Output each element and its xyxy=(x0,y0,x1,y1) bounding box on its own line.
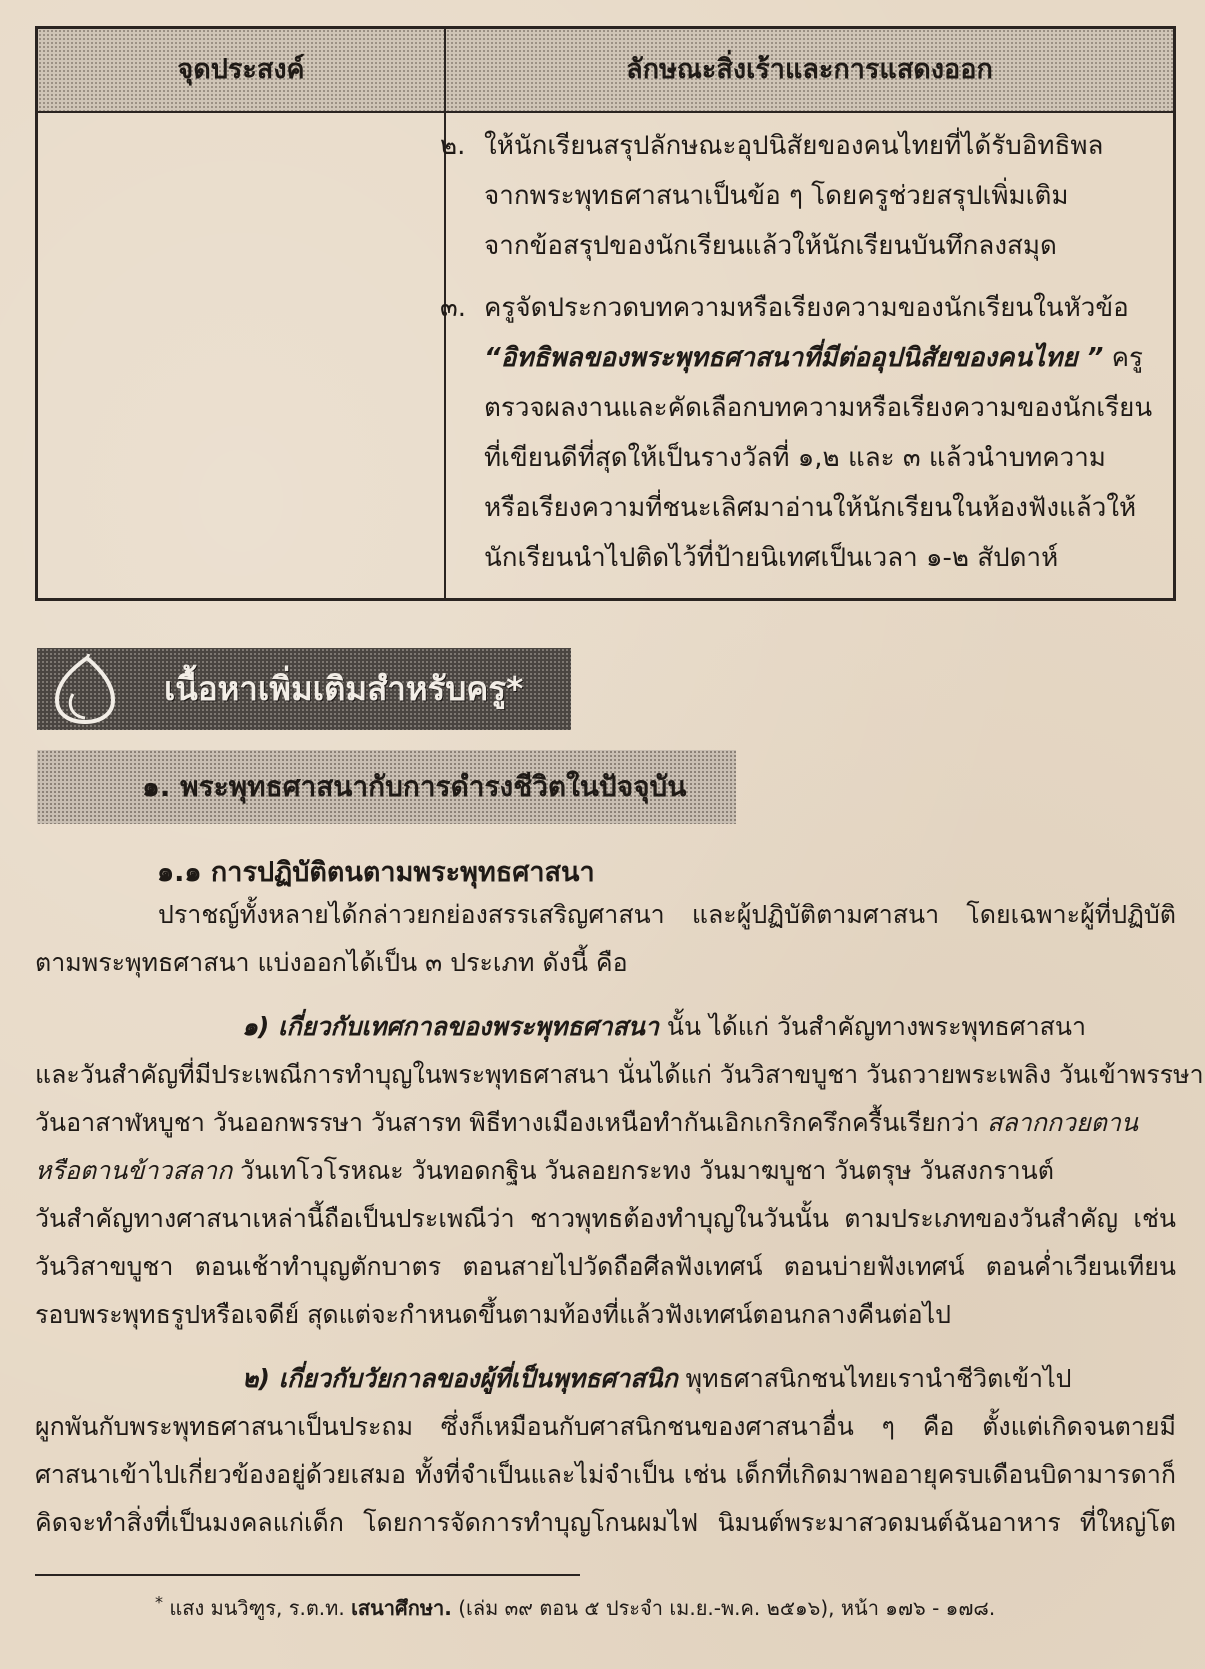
item-line: ตรวจผลงานและคัดเลือกบทความหรือเรียงความของนักเรียน xyxy=(484,393,1153,423)
line-tail: พุทธศาสนิกชนไทยเรานำชีวิตเข้าไป xyxy=(677,1364,1072,1393)
paragraph-line: วันสำคัญทางศาสนาเหล่านี้ถือเป็นประเพณีว่า ชาวพุทธต้องทำบุญในวันนั้น ตามประเภทของวันสำคัญ เช่น xyxy=(35,1204,1176,1233)
item-line: หรือเรียงความที่ชนะเลิศมาอ่านให้นักเรียนในห้องฟังแล้วให้ xyxy=(484,493,1137,523)
teacher-content-banner xyxy=(37,648,571,730)
bodhi-leaf-icon xyxy=(51,654,121,726)
item-line: ให้นักเรียนสรุปลักษณะอุปนิสัยของคนไทยที่ได้รับอิทธิพล xyxy=(484,131,1104,161)
category-heading: ๑) เกี่ยวกับเทศกาลของพระพุทธศาสนา xyxy=(242,1012,659,1041)
paragraph-line: ตามพระพุทธศาสนา แบ่งออกได้เป็น ๓ ประเภท ดังนี้ คือ xyxy=(35,948,628,977)
section-title: ๑. พระพุทธศาสนากับการดำรงชีวิตในปัจจุบัน xyxy=(142,770,687,803)
section-banner xyxy=(37,750,736,824)
paragraph-line: คิดจะทำสิ่งที่เป็นมงคลแก่เด็ก โดยการจัดการทำบุญโกนผมไฟ นิมนต์พระมาสวดมนต์ฉันอาหาร ที่ใหญ่โต xyxy=(35,1508,1176,1537)
paragraph-line xyxy=(242,1008,1176,1046)
item-line-quote xyxy=(484,333,1183,383)
table-header xyxy=(38,29,1173,113)
category-heading: ๒) เกี่ยวกับวัยกาลของผู้ที่เป็นพุทธศาสนิก xyxy=(242,1364,678,1393)
quote-tail: ครู xyxy=(1103,343,1143,373)
item-number: ๒. xyxy=(440,131,466,161)
paragraph-line xyxy=(35,1104,1176,1142)
banner-main-title: เนื้อหาเพิ่มเติมสำหรับครู* xyxy=(164,669,524,708)
line-text: วันอาสาฬหบูชา วันออกพรรษา วันสารท พิธีทางเมืองเหนือทำกันเอิกเกริกครึกครื้นเรียกว่า xyxy=(35,1108,988,1137)
paragraph-line xyxy=(35,1152,1176,1190)
paragraph-line: รอบพระพุทธรูปหรือเจดีย์ สุดแต่จะกำหนดขึ้นตามท้องที่แล้วฟังเทศน์ตอนกลางคืนต่อไป xyxy=(35,1300,952,1329)
item-line: นักเรียนนำไปติดไว้ที่ป้ายนิเทศเป็นเวลา ๑-๒ สัปดาห์ xyxy=(484,543,1059,573)
footnote-title: เสนาศึกษา. xyxy=(351,1596,452,1620)
paragraph-line: และวันสำคัญที่มีประเพณีการทำบุญในพระพุทธศาสนา นั่นได้แก่ วันวิสาขบูชา วันถวายพระเพลิง วันเข้าพรรษา xyxy=(35,1060,1204,1089)
paragraph-line xyxy=(242,1360,1176,1398)
footnote-rule xyxy=(35,1574,580,1576)
essay-topic-quote: “อิทธิพลของพระพุทธศาสนาที่มีต่ออุปนิสัยของคนไทย ” xyxy=(484,343,1104,373)
table-header-stimulus: ลักษณะสิ่งเร้าและการแสดงออก xyxy=(626,54,993,85)
line-text: วันเทโวโรหณะ วันทอดกฐิน วันลอยกระทง วันมาฆบูชา วันตรุษ วันสงกรานต์ xyxy=(232,1156,1055,1185)
italic-term: สลากกวยตาน xyxy=(987,1108,1139,1137)
footnote-mark: * xyxy=(155,1592,163,1612)
subsection-heading: ๑.๑ การปฏิบัติตนตามพระพุทธศาสนา xyxy=(157,857,595,888)
paragraph-line: วันวิสาขบูชา ตอนเช้าทำบุญตักบาตร ตอนสายไปวัดถือศีลฟังเทศน์ ตอนบ่ายฟังเทศน์ ตอนค่ำเวียนเทียน xyxy=(35,1252,1176,1281)
item-number: ๓. xyxy=(440,293,467,323)
item-line: ที่เขียนดีที่สุดให้เป็นรางวัลที่ ๑,๒ และ ๓ แล้วนำบทความ xyxy=(484,443,1106,473)
item-line: จากพระพุทธศาสนาเป็นข้อ ๆ โดยครูช่วยสรุปเพิ่มเติม xyxy=(484,181,1069,211)
table-header-objective: จุดประสงค์ xyxy=(177,54,305,85)
paragraph-line: ผูกพันกับพระพุทธศาสนาเป็นประถม ซึ่งก็เหมือนกับศาสนิกชนของศาสนาอื่น ๆ คือ ตั้งแต่เกิดจนตายมี xyxy=(35,1412,1176,1441)
footnote-author: แสง มนวิฑูร, ร.ต.ท. xyxy=(163,1596,352,1620)
item-line: ครูจัดประกวดบทความหรือเรียงความของนักเรียนในหัวข้อ xyxy=(484,293,1129,323)
footnote-details: (เล่ม ๓๙ ตอน ๕ ประจำ เม.ย.-พ.ค. ๒๕๑๖), หน้า ๑๗๖ - ๑๗๘. xyxy=(451,1596,996,1620)
paragraph-line: ปราชญ์ทั้งหลายได้กล่าวยกย่องสรรเสริญศาสนา และผู้ปฏิบัติตามศาสนา โดยเฉพาะผู้ที่ปฏิบัติ xyxy=(158,900,1176,929)
paragraph-line: ศาสนาเข้าไปเกี่ยวข้องอยู่ด้วยเสมอ ทั้งที่จำเป็นและไม่จำเป็น เช่น เด็กที่เกิดมาพออายุครบเดือนบิดามารดาก็ xyxy=(35,1460,1176,1489)
italic-term: หรือตานข้าวสลาก xyxy=(35,1156,233,1185)
line-tail: นั้น ได้แก่ วันสำคัญทางพระพุทธศาสนา xyxy=(658,1012,1087,1041)
footnote xyxy=(155,1592,995,1624)
item-line: จากข้อสรุปของนักเรียนแล้วให้นักเรียนบันทึกลงสมุด xyxy=(484,231,1057,261)
